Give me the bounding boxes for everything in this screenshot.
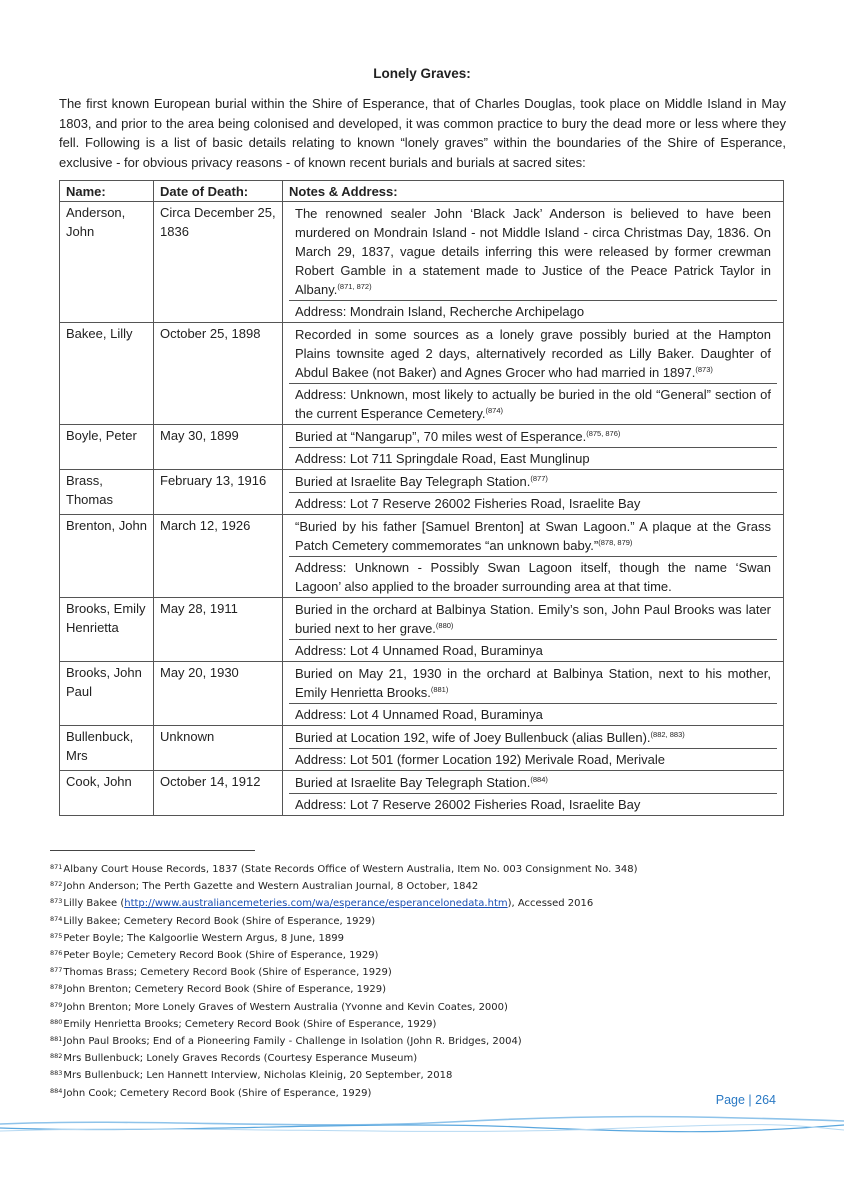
cell-date: March 12, 1926 bbox=[154, 515, 283, 598]
cell-date: October 14, 1912 bbox=[154, 771, 283, 816]
footnote-ref: (884) bbox=[530, 775, 548, 784]
footnote-number: 878 bbox=[50, 983, 63, 992]
cell-name: Cook, John bbox=[60, 771, 154, 816]
footnote-number: 873 bbox=[50, 897, 63, 906]
note-address bbox=[289, 703, 777, 725]
intro-paragraph: The first known European burial within the Shire of Esperance, that of Charles Douglas, took place on Middle Island in May 1803, and prior to the area being colonised and developed, it was common practice to bury the dead more or less where they fell. Following is a list of basic details relating to known “lonely graves” within the boundaries of the Shire of Esperance, exclusive - for obvious privacy reasons - of known recent burials and burials at sacred sites: bbox=[59, 96, 786, 170]
note-body: Address: Lot 7 Reserve 26002 Fisheries Road, Israelite Bay bbox=[295, 496, 641, 511]
footnote-item bbox=[50, 946, 790, 963]
cell-notes bbox=[283, 323, 784, 425]
footnote-number: 883 bbox=[50, 1069, 63, 1078]
note-text bbox=[289, 203, 777, 300]
footnote-ref: (881) bbox=[430, 685, 449, 694]
footnote-text: Mrs Bullenbuck; Len Hannett Interview, Nicholas Kleinig, 20 September, 2018 bbox=[63, 1070, 453, 1082]
footnote-text: John Brenton; Cemetery Record Book (Shire of Esperance, 1929) bbox=[63, 984, 386, 996]
note-address bbox=[289, 300, 777, 322]
table-row bbox=[60, 771, 784, 816]
table-header-row bbox=[60, 181, 784, 202]
table-row bbox=[60, 515, 784, 598]
table-row bbox=[60, 202, 784, 323]
cell-date: May 30, 1899 bbox=[154, 425, 283, 470]
footnote-text: John Anderson; The Perth Gazette and Western Australian Journal, 8 October, 1842 bbox=[63, 881, 479, 893]
footnote-number: 881 bbox=[50, 1035, 63, 1044]
note-text bbox=[289, 471, 777, 492]
note-text bbox=[289, 426, 777, 447]
cell-date: February 13, 1916 bbox=[154, 470, 283, 515]
footnote-text: Peter Boyle; Cemetery Record Book (Shire of Esperance, 1929) bbox=[63, 950, 379, 962]
note-address bbox=[289, 447, 777, 469]
footnote-ref: (877) bbox=[530, 474, 548, 483]
footnote-item bbox=[50, 860, 790, 877]
table-row bbox=[60, 662, 784, 726]
lonely-graves-table bbox=[59, 180, 784, 816]
header-notes: Notes & Address: bbox=[283, 181, 784, 202]
footnote-ref: (875, 876) bbox=[586, 429, 621, 438]
footnote-number: 880 bbox=[50, 1017, 63, 1026]
cell-name: Bullenbuck, Mrs bbox=[60, 726, 154, 771]
footnote-item bbox=[50, 963, 790, 980]
cell-date: October 25, 1898 bbox=[154, 323, 283, 425]
footnote-ref: (878, 879) bbox=[598, 538, 633, 547]
note-body: Address: Unknown, most likely to actually be buried in the old “General” section of the current Esperance Cemetery. bbox=[295, 387, 771, 421]
note-body: Recorded in some sources as a lonely grave possibly buried at the Hampton Plains townsite aged 2 days, alternatively recorded as Lilly Baker. Daughter of Abdul Bakee (not Baker) and Agnes Grocer who had married in 1897. bbox=[295, 327, 771, 380]
note-body: Buried in the orchard at Balbinya Station. Emily’s son, John Paul Brooks was later buried next to her grave. bbox=[295, 602, 771, 636]
cell-date: Circa December 25, 1836 bbox=[154, 202, 283, 323]
table-row bbox=[60, 470, 784, 515]
cell-name: Anderson, John bbox=[60, 202, 154, 323]
cell-notes bbox=[283, 598, 784, 662]
note-body: Address: Lot 711 Springdale Road, East Munglinup bbox=[295, 451, 590, 466]
footnote-text: John Brenton; More Lonely Graves of Western Australia (Yvonne and Kevin Coates, 2000) bbox=[63, 1001, 508, 1013]
note-text bbox=[289, 324, 777, 383]
footnote-text: Albany Court House Records, 1837 (State Records Office of Western Australia, Item No. 003 Consignment No. 348) bbox=[63, 864, 638, 875]
footnote-item bbox=[50, 1066, 790, 1083]
footnote-text: John Cook; Cemetery Record Book (Shire of Esperance, 1929) bbox=[63, 1087, 372, 1099]
footnote-number: 875 bbox=[50, 931, 63, 940]
cell-notes bbox=[283, 202, 784, 323]
note-address bbox=[289, 492, 777, 514]
footnote-item bbox=[50, 998, 790, 1015]
table-row bbox=[60, 425, 784, 470]
footnote-number: 871 bbox=[50, 863, 63, 871]
cell-name: Brass, Thomas bbox=[60, 470, 154, 515]
footnote-text: Mrs Bullenbuck; Lonely Graves Records (Courtesy Esperance Museum) bbox=[63, 1053, 418, 1065]
cell-notes bbox=[283, 470, 784, 515]
footnote-ref: (880) bbox=[435, 621, 454, 630]
note-body: The renowned sealer John ‘Black Jack’ Anderson is believed to have been murdered on Mondrain Island - not Middle Island - circa Christmas Day, 1836. On March 29, 1837, vague details inferring this were released by former crewman Robert Gamble in a statement made to Justice of the Peace Patrick Taylor in Albany. bbox=[295, 206, 771, 297]
footnote-item bbox=[50, 894, 790, 911]
footnote-ref: (873) bbox=[695, 365, 713, 374]
header-name: Name: bbox=[60, 181, 154, 202]
cell-name: Brooks, John Paul bbox=[60, 662, 154, 726]
cell-name: Brooks, Emily Henrietta bbox=[60, 598, 154, 662]
footnote-text: John Paul Brooks; End of a Pioneering Family - Challenge in Isolation (John R. Bridges, 2004) bbox=[63, 1036, 522, 1048]
cell-date: May 20, 1930 bbox=[154, 662, 283, 726]
note-body: Address: Unknown - Possibly Swan Lagoon itself, though the name ‘Swan Lagoon’ also applied to the broader surrounding area at that time. bbox=[295, 560, 771, 594]
footnote-text: ), Accessed 2016 bbox=[507, 898, 594, 910]
cell-notes bbox=[283, 771, 784, 816]
footnote-link[interactable]: http://www.australiancemeteries.com/wa/esperance/esperancelonedata.htm bbox=[124, 898, 508, 910]
footnote-number: 874 bbox=[50, 914, 63, 923]
footnote-divider bbox=[50, 850, 255, 851]
note-address bbox=[289, 383, 777, 424]
footnote-text: Lilly Bakee; Cemetery Record Book (Shire of Esperance, 1929) bbox=[63, 915, 376, 927]
note-text bbox=[289, 599, 777, 639]
note-body: “Buried by his father [Samuel Brenton] at Swan Lagoon.” A plaque at the Grass Patch Cemetery commemorates “an unknown baby.” bbox=[295, 519, 771, 553]
note-address bbox=[289, 793, 777, 815]
page-number: Page | 264 bbox=[715, 1093, 776, 1107]
footnote-item bbox=[50, 877, 790, 894]
note-text bbox=[289, 727, 777, 748]
note-body: Buried on May 21, 1930 in the orchard at Balbinya Station, next to his mother, Emily Henrietta Brooks. bbox=[295, 666, 771, 700]
note-body: Buried at Israelite Bay Telegraph Station. bbox=[295, 474, 531, 489]
note-body: Address: Lot 7 Reserve 26002 Fisheries Road, Israelite Bay bbox=[295, 797, 641, 812]
footnote-item bbox=[50, 929, 790, 946]
cell-name: Bakee, Lilly bbox=[60, 323, 154, 425]
footnote-number: 884 bbox=[50, 1086, 63, 1095]
footnote-item bbox=[50, 1015, 790, 1032]
note-body: Address: Mondrain Island, Recherche Archipelago bbox=[295, 304, 585, 319]
note-body: Buried at Location 192, wife of Joey Bullenbuck (alias Bullen). bbox=[295, 730, 651, 745]
footnote-number: 879 bbox=[50, 1000, 63, 1009]
table-row bbox=[60, 726, 784, 771]
footnote-item bbox=[50, 980, 790, 997]
note-body: Address: Lot 4 Unnamed Road, Buraminya bbox=[295, 707, 543, 722]
table-row bbox=[60, 323, 784, 425]
note-body: Address: Lot 4 Unnamed Road, Buraminya bbox=[295, 643, 543, 658]
note-body: Buried at Israelite Bay Telegraph Station. bbox=[295, 775, 531, 790]
footnote-number: 872 bbox=[50, 880, 63, 889]
note-address bbox=[289, 639, 777, 661]
note-address bbox=[289, 748, 777, 770]
cell-notes bbox=[283, 726, 784, 771]
footnotes bbox=[50, 860, 790, 1101]
cell-name: Brenton, John bbox=[60, 515, 154, 598]
footnote-ref: (871, 872) bbox=[337, 282, 372, 291]
note-text bbox=[289, 663, 777, 703]
footnote-text: Lilly Bakee ( bbox=[63, 898, 125, 910]
footnote-number: 882 bbox=[50, 1052, 63, 1061]
note-text bbox=[289, 772, 777, 793]
footnote-text: Peter Boyle; The Kalgoorlie Western Argus, 8 June, 1899 bbox=[63, 932, 344, 944]
footnote-ref: (882, 883) bbox=[650, 730, 685, 739]
cell-notes bbox=[283, 425, 784, 470]
footnote-text: Thomas Brass; Cemetery Record Book (Shire of Esperance, 1929) bbox=[63, 967, 392, 979]
cell-notes bbox=[283, 515, 784, 598]
cell-date: May 28, 1911 bbox=[154, 598, 283, 662]
footnote-number: 876 bbox=[50, 949, 63, 958]
page-title: Lonely Graves: bbox=[373, 66, 471, 81]
footnote-number: 877 bbox=[50, 966, 63, 975]
footnote-item bbox=[50, 1049, 790, 1066]
note-text bbox=[289, 516, 777, 556]
cell-name: Boyle, Peter bbox=[60, 425, 154, 470]
note-body: Buried at “Nangarup”, 70 miles west of Esperance. bbox=[295, 429, 587, 444]
cell-date: Unknown bbox=[154, 726, 283, 771]
footer-wave-decoration bbox=[0, 1108, 844, 1148]
footnote-ref: (874) bbox=[485, 406, 504, 415]
footnote-item bbox=[50, 912, 790, 929]
footnote-item bbox=[50, 1032, 790, 1049]
cell-notes bbox=[283, 662, 784, 726]
table-body bbox=[60, 202, 784, 816]
footnote-text: Emily Henrietta Brooks; Cemetery Record Book (Shire of Esperance, 1929) bbox=[63, 1018, 437, 1030]
note-address bbox=[289, 556, 777, 597]
header-date: Date of Death: bbox=[154, 181, 283, 202]
note-body: Address: Lot 501 (former Location 192) Merivale Road, Merivale bbox=[295, 752, 665, 767]
table-row bbox=[60, 598, 784, 662]
